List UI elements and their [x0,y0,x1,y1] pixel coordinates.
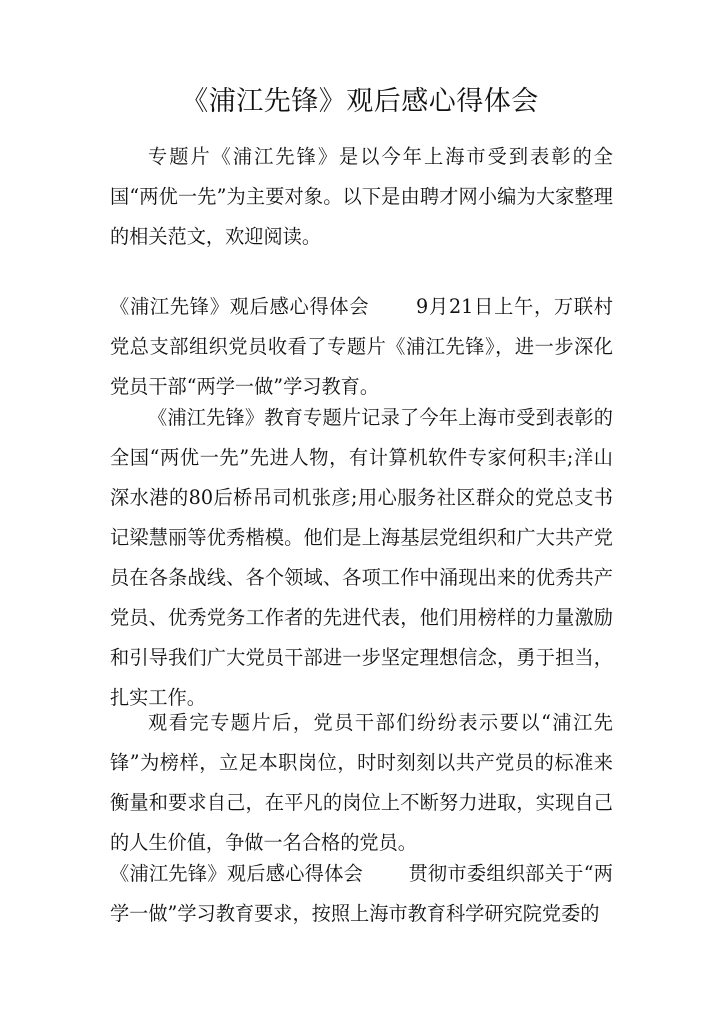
document-title: 《浦江先锋》观后感心得体会 [181,86,539,117]
body-paragraph-3: 观看完专题片后，党员干部们纷纷表示要以“浦江先锋”为榜样，立足本职岗位，时时刻刻以共产党员的标准来衡量和要求自己，在平凡的岗位上不断努力进取，实现自己的人生价值，争做一名合格的党员。 [110,711,613,854]
intro-paragraph: 专题片《浦江先锋》是以今年上海市受到表彰的全国“两优一先”为主要对象。以下是由聘才网小编为大家整理的相关范文，欢迎阅读。 [110,145,613,248]
body-paragraph-1: 《浦江先锋》观后感心得体会 9月21日上午，万联村党总支部组织党员收看了专题片《浦江先锋》，进一步深化党员干部“两学一做”学习教育。 [110,295,613,398]
body-paragraph-2: 《浦江先锋》教育专题片记录了今年上海市受到表彰的全国“两优一先”先进人物，有计算机软件专家何积丰;洋山深水港的80后桥吊司机张彦;用心服务社区群众的党总支书记梁慧丽等优秀楷模。他们是上海基层党组织和广大共产党员在各条战线、各个领域、各项工作中涌现出来的优秀共产党员、优秀党务工作者的先进代表，他们用榜样的力量激励和引导我们广大党员干部进一步坚定理想信念，勇于担当，扎实工作。 [110,406,613,709]
body-paragraph-4: 《浦江先锋》观后感心得体会 贯彻市委组织部关于“两学一做”学习教育要求，按照上海市教育科学研究院党委的 [110,862,613,925]
